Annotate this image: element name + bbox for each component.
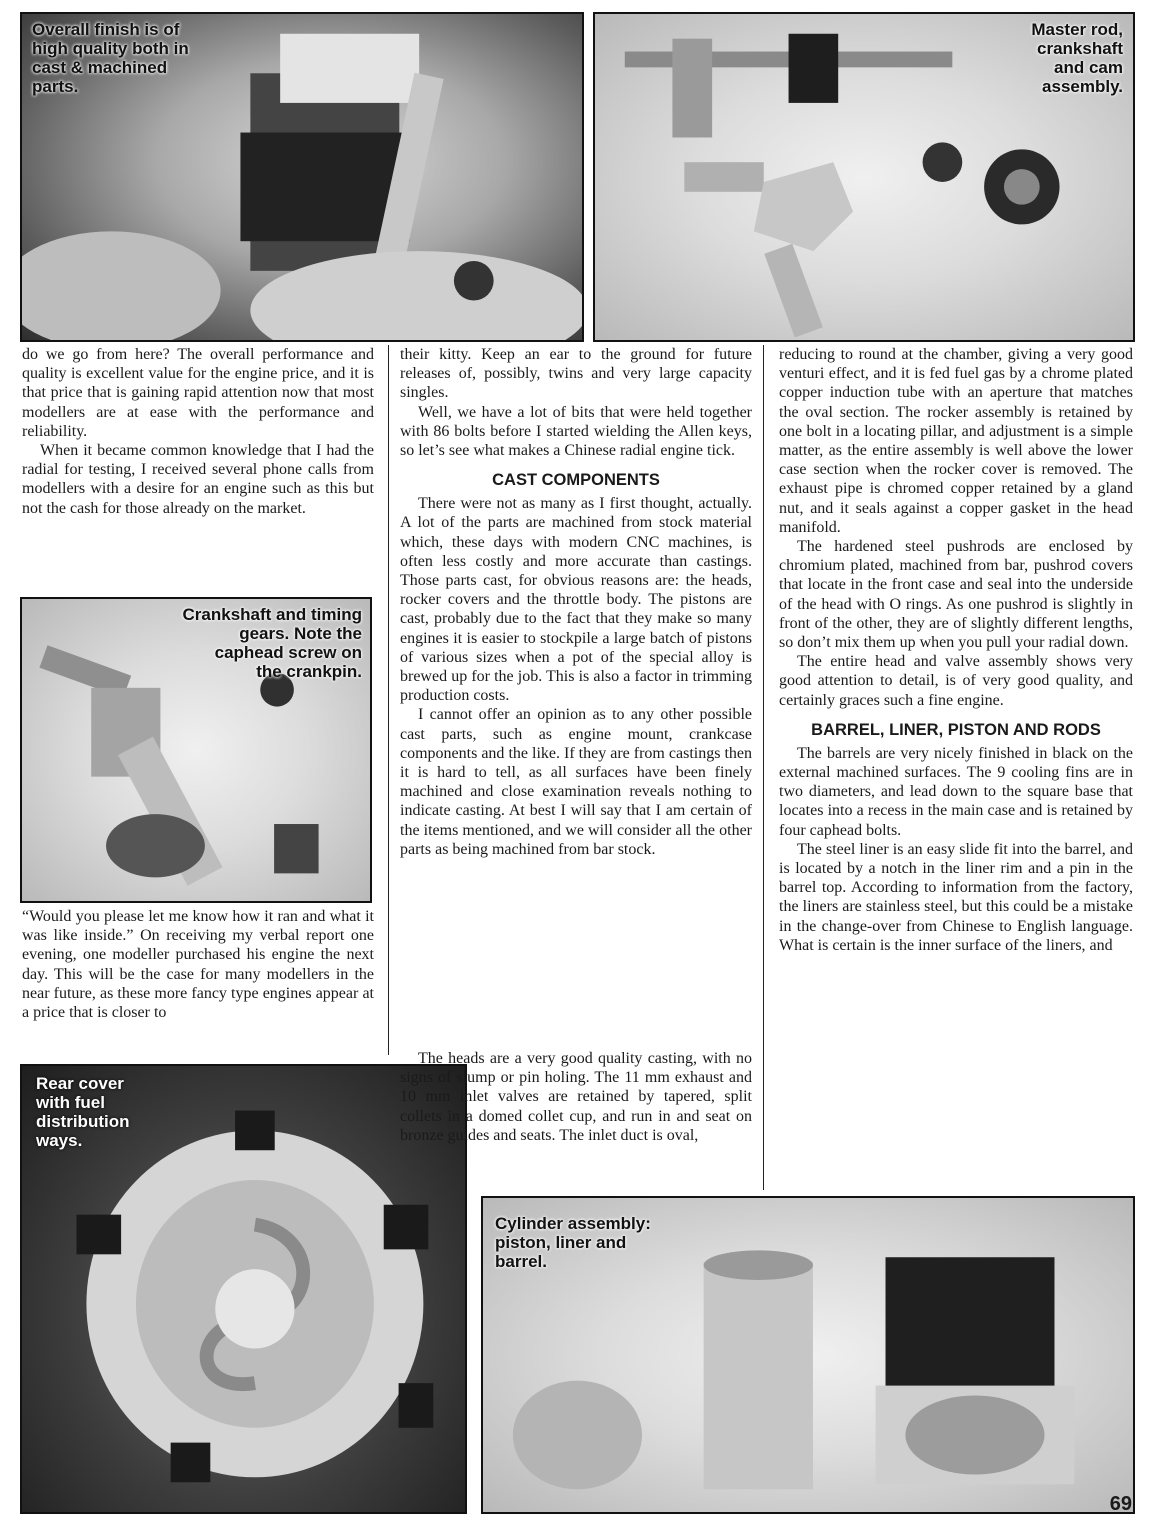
cylinder-assembly-photo bbox=[481, 1196, 1135, 1514]
col3-paragraph-5: The steel liner is an easy slide fit into the barrel, and is located by a notch in the liner rim and a pin in the barrel top. According to information from the factory, the liners are stainless steel, but this could be a mistake in the change-over from Chinese to English language. What is certain is the inner surface of the liners, and bbox=[779, 840, 1133, 954]
col1-paragraph-2: When it became common knowledge that I had the radial for testing, I received several phone calls from modellers with a desire for an engine such as this but not the cash for those already on the market. bbox=[22, 442, 374, 517]
column-3 bbox=[779, 345, 1133, 955]
crankshaft-photo bbox=[20, 597, 372, 903]
col2-paragraph-5: The heads are a very good quality casting, with no signs of slump or pin holing. The 11 mm exhaust and 10 mm inlet valves are retained by tapered, split collets in a domed collet cup, and run in and seat on bronze guides and seats. The inlet duct is oval, bbox=[400, 1050, 752, 1144]
master-rod-caption: Master rod, crankshaft and cam assembly. bbox=[1031, 20, 1123, 96]
engine-finish-caption: Overall finish is of high quality both in cast & machined parts. bbox=[32, 20, 189, 96]
col2-paragraph-3: There were not as many as I first thought, actually. A lot of the parts are machined from stock material which, these days with modern CNC machines, is often less costly and more accurate than castings. Those parts cast, for obvious reasons are: the heads, rocker covers and the throttle body. The pistons are cast, probably due to the fact that they make so many engines it is easier to stockpile a large batch of pistons of various sizes when a pot of the special alloy is brewed up for the job. This is also a factor in trimming production costs. bbox=[400, 495, 752, 705]
col1-paragraph-1: do we go from here? The overall performance and quality is excellent value for the engine price, and it is that price that is gaining rapid attention now that most modellers are at ease with the performance and reliability. bbox=[22, 346, 374, 440]
col3-paragraph-4: The barrels are very nicely finished in black on the external machined surfaces. The 9 cooling fins are in two diameters, and lead down to the square base that locates into a recess in the main case and is retained by four caphead bolts. bbox=[779, 744, 1133, 839]
col1-paragraph-3: “Would you please let me know how it ran and what it was like inside.” On receiving my verbal report one evening, one modeller purchased his engine the next day. This will be the case for many modellers in the near future, as these more fancy type engines appear at a price that is closer to bbox=[22, 908, 374, 1022]
column-rule-1 bbox=[388, 345, 389, 1055]
page-number: 69 bbox=[1109, 1493, 1132, 1515]
col2-paragraph-1: their kitty. Keep an ear to the ground for future releases of, possibly, twins and very large capacity singles. bbox=[400, 346, 752, 402]
column-1-bottom bbox=[22, 907, 374, 1022]
col2-paragraph-2: Well, we have a lot of bits that were held together with 86 bolts before I started wielding the Allen keys, so let’s see what makes a Chinese radial engine tick. bbox=[400, 403, 752, 460]
barrel-liner-heading: BARREL, LINER, PISTON AND RODS bbox=[811, 720, 1101, 739]
crankshaft-caption: Crankshaft and timing gears. Note the caphead screw on the crankpin. bbox=[182, 605, 362, 681]
cylinder-assembly-caption: Cylinder assembly: piston, liner and barrel. bbox=[495, 1214, 651, 1271]
col3-paragraph-3: The entire head and valve assembly shows very good attention to detail, is of very good quality, and certainly graces such a fine engine. bbox=[779, 653, 1133, 709]
col3-paragraph-1: reducing to round at the chamber, giving a very good venturi effect, and it is fed fuel gas by a chrome plated copper induction tube with an aperture that matches the oval section. The rocker assembly is retained by one bolt in a locating pillar, and adjustment is a simple matter, as the entire assembly is well above the lower case section when the rocker cover is removed. The exhaust pipe is chromed copper retained by a gland nut, and it seals against a copper gasket in the head manifold. bbox=[779, 346, 1133, 536]
rear-cover-caption: Rear cover with fuel distribution ways. bbox=[36, 1074, 130, 1150]
master-rod-photo bbox=[593, 12, 1135, 342]
column-1-top bbox=[22, 345, 374, 518]
engine-finish-photo bbox=[20, 12, 584, 342]
column-rule-2 bbox=[763, 345, 764, 1190]
col3-paragraph-2: The hardened steel pushrods are enclosed by chromium plated, machined from bar, pushrod covers that locate in the front case and seal into the underside of the head with O rings. As one pushrod is slightly in front of the other, they are of slightly different lengths, so don’t mix them up when you pull your radial down. bbox=[779, 538, 1133, 652]
column-2 bbox=[400, 345, 752, 859]
col2-paragraph-4: I cannot offer an opinion as to any other possible cast parts, such as engine mount, crankcase components and the like. If they are from castings then it is hard to tell, as all surfaces have been finely machined and close examination reveals nothing to indicate casting. At best I will say that I am certain of the items mentioned, and we will consider all the other parts as being machined from bar stock. bbox=[400, 706, 752, 858]
column-2-lower bbox=[400, 1049, 752, 1145]
cast-components-heading: CAST COMPONENTS bbox=[492, 471, 660, 490]
